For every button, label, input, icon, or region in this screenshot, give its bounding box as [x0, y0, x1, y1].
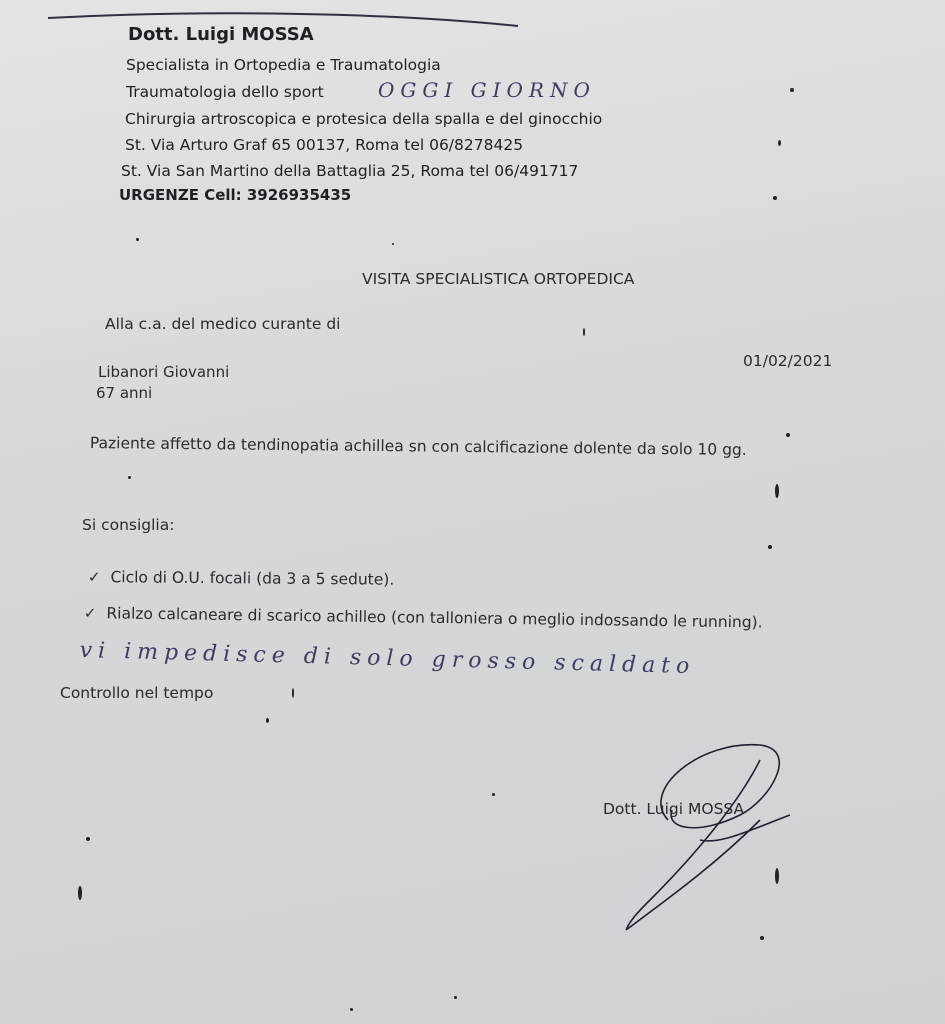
speck: [775, 484, 779, 498]
sport-handwritten: OGGI GIORNO: [378, 78, 596, 102]
diagnosis: Paziente affetto da tendinopatia achillea sn con calcificazione dolente da solo 10 gg.: [89, 434, 747, 459]
speck: [78, 886, 82, 900]
speck: [786, 433, 790, 437]
speck: [768, 545, 772, 549]
speck: [492, 793, 495, 796]
document-title: VISITA SPECIALISTICA ORTOPEDICA: [362, 270, 635, 288]
recommendation-item: ✓ Rialzo calcaneare di scarico achilleo (con talloniera o meglio indossando le running).: [83, 604, 763, 632]
speck: [773, 196, 777, 200]
check-mark-icon: ✓: [83, 604, 97, 623]
recipient-line: Alla c.a. del medico curante di: [105, 315, 341, 333]
speck: [760, 936, 764, 940]
speck: [292, 688, 294, 698]
specialty: Specialista in Ortopedia e Traumatologia: [126, 56, 441, 74]
speck: [128, 476, 131, 479]
signature-name: Dott. Luigi MOSSA: [603, 800, 745, 818]
speck: [775, 868, 779, 884]
patient-name: Libanori Giovanni: [98, 363, 230, 381]
speck: [350, 1008, 353, 1011]
sport-line: Traumatologia dello sport: [126, 83, 324, 101]
speck: [454, 996, 457, 999]
signature-scribble-icon: [626, 745, 790, 930]
followup-line: Controllo nel tempo: [60, 684, 214, 702]
doctor-name: Dott. Luigi MOSSA: [128, 24, 314, 45]
speck: [392, 243, 394, 245]
address-1: St. Via Arturo Graf 65 00137, Roma tel 06/8278425: [125, 136, 524, 154]
patient-age: 67 anni: [96, 384, 153, 402]
address-2: St. Via San Martino della Battaglia 25, Roma tel 06/491717: [121, 162, 579, 180]
speck: [790, 88, 794, 92]
surgery-line: Chirurgia artroscopica e protesica della spalla e del ginocchio: [125, 110, 603, 128]
recommendation-item: ✓ Ciclo di O.U. focali (da 3 a 5 sedute).: [87, 568, 395, 589]
speck: [266, 718, 269, 723]
speck: [583, 328, 585, 336]
speck: [778, 140, 781, 146]
check-mark-icon: ✓: [87, 568, 101, 587]
urgent-contact: URGENZE Cell: 3926935435: [119, 186, 352, 204]
speck: [136, 238, 139, 241]
handwritten-note: vi impedisce di solo grosso scaldato: [79, 638, 696, 680]
speck: [86, 837, 90, 841]
advice-label: Si consiglia:: [82, 516, 175, 534]
visit-date: 01/02/2021: [743, 352, 833, 370]
